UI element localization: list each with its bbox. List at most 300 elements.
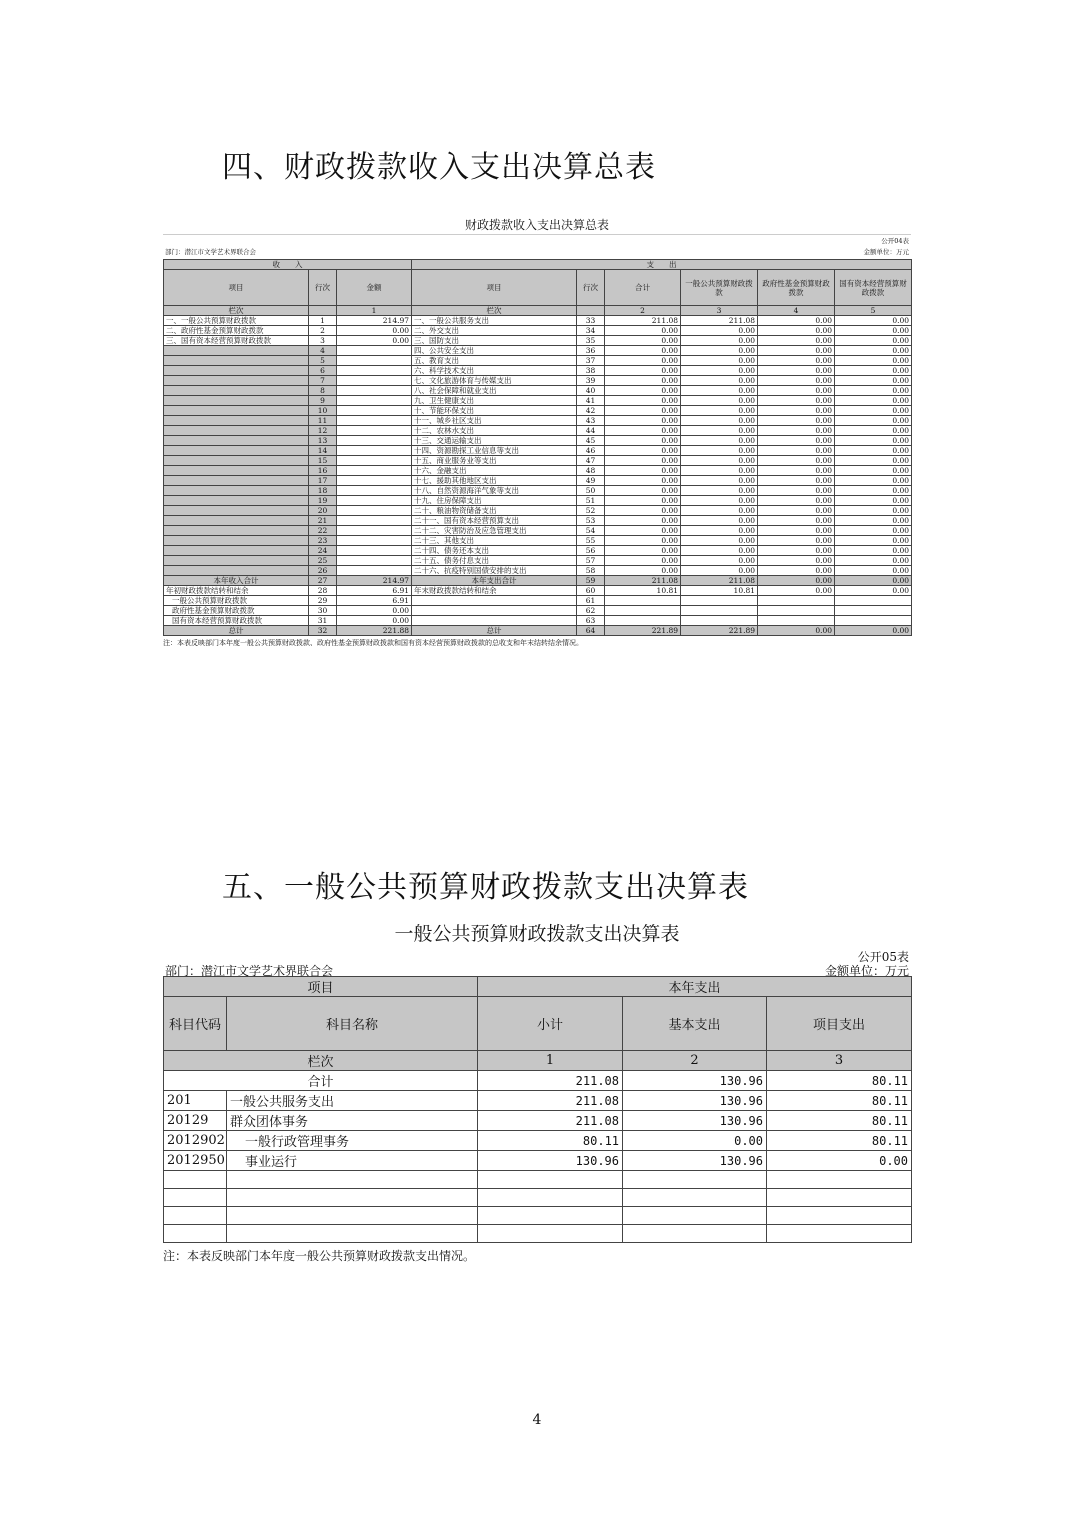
out-total: 0.00 xyxy=(605,466,681,476)
out-general: 0.00 xyxy=(681,406,758,416)
out-total xyxy=(605,596,681,606)
table4-row xyxy=(164,406,912,416)
subject-code: 2012950 xyxy=(164,1151,227,1171)
in-line: 11 xyxy=(309,416,337,426)
index-5: 5 xyxy=(835,306,912,316)
in-item xyxy=(164,476,309,486)
out-line: 53 xyxy=(577,516,605,526)
out-line: 36 xyxy=(577,346,605,356)
out-line: 45 xyxy=(577,436,605,446)
out-state: 0.00 xyxy=(835,406,912,416)
in-amount: 214.97 xyxy=(337,316,412,326)
in-item-header: 项目 xyxy=(164,270,309,306)
subtotal: 130.96 xyxy=(478,1151,623,1171)
project-expense xyxy=(767,1189,912,1207)
total-label: 合计 xyxy=(164,1071,478,1091)
out-general: 211.08 xyxy=(681,316,758,326)
in-line: 32 xyxy=(309,626,337,636)
out-item: 十七、援助其他地区支出 xyxy=(412,476,577,486)
in-amount xyxy=(337,386,412,396)
out-general: 10.81 xyxy=(681,586,758,596)
out-fund xyxy=(758,606,835,616)
table4-row xyxy=(164,336,912,346)
section-4-heading: 四、财政拨款收入支出决算总表 xyxy=(222,150,656,185)
subject-code: 201 xyxy=(164,1091,227,1111)
out-fund: 0.00 xyxy=(758,316,835,326)
in-line: 27 xyxy=(309,576,337,586)
subject-code xyxy=(164,1207,227,1225)
out-general-header: 一般公共预算财政拨款 xyxy=(681,270,758,306)
proj-header: 项目支出 xyxy=(767,997,912,1051)
table5-row xyxy=(164,1207,912,1225)
out-item: 六、科学技术支出 xyxy=(412,366,577,376)
in-amount: 6.91 xyxy=(337,596,412,606)
out-general: 0.00 xyxy=(681,556,758,566)
out-item: 十一、城乡社区支出 xyxy=(412,416,577,426)
subtotal xyxy=(478,1171,623,1189)
table5-note: 注：本表反映部门本年度一般公共预算财政拨款支出情况。 xyxy=(163,1249,476,1263)
out-fund: 0.00 xyxy=(758,356,835,366)
out-line: 50 xyxy=(577,486,605,496)
in-line: 12 xyxy=(309,426,337,436)
fiscal-appropriation-summary-table xyxy=(163,216,911,648)
out-line: 39 xyxy=(577,376,605,386)
total-basic: 130.96 xyxy=(623,1071,767,1091)
out-fund: 0.00 xyxy=(758,476,835,486)
table5-row xyxy=(164,1171,912,1189)
out-item: 一、一般公共服务支出 xyxy=(412,316,577,326)
out-line: 62 xyxy=(577,606,605,616)
in-item: 本年收入合计 xyxy=(164,576,309,586)
in-amount xyxy=(337,356,412,366)
out-state: 0.00 xyxy=(835,366,912,376)
subject-name xyxy=(227,1189,478,1207)
in-line: 9 xyxy=(309,396,337,406)
in-item xyxy=(164,536,309,546)
subtotal: 211.08 xyxy=(478,1111,623,1131)
out-general: 211.08 xyxy=(681,576,758,586)
out-total xyxy=(605,606,681,616)
in-amount xyxy=(337,476,412,486)
out-general: 0.00 xyxy=(681,526,758,536)
out-general xyxy=(681,596,758,606)
out-total: 0.00 xyxy=(605,536,681,546)
table4-row xyxy=(164,476,912,486)
out-fund: 0.00 xyxy=(758,626,835,636)
subtotal xyxy=(478,1225,623,1243)
out-general: 0.00 xyxy=(681,486,758,496)
table4-note: 注：本表反映部门本年度一般公共预算财政拨款、政府性基金预算财政拨款和国有资本经营预算财政拨款的总收支和年末结转结余情况。 xyxy=(163,639,583,647)
in-item xyxy=(164,546,309,556)
out-general: 0.00 xyxy=(681,466,758,476)
out-fund: 0.00 xyxy=(758,556,835,566)
out-fund: 0.00 xyxy=(758,386,835,396)
index-label: 栏次 xyxy=(164,1051,478,1071)
out-item: 十九、住房保障支出 xyxy=(412,496,577,506)
out-item: 八、社会保障和就业支出 xyxy=(412,386,577,396)
out-total: 0.00 xyxy=(605,396,681,406)
in-amount xyxy=(337,396,412,406)
index-4: 4 xyxy=(758,306,835,316)
out-state: 0.00 xyxy=(835,356,912,366)
out-state: 0.00 xyxy=(835,546,912,556)
basic-expense: 130.96 xyxy=(623,1151,767,1171)
in-item xyxy=(164,376,309,386)
basic-header: 基本支出 xyxy=(623,997,767,1051)
out-line: 64 xyxy=(577,626,605,636)
in-line: 1 xyxy=(309,316,337,326)
out-general: 0.00 xyxy=(681,416,758,426)
subtotal xyxy=(478,1207,623,1225)
table4-title: 财政拨款收入支出决算总表 xyxy=(163,216,911,235)
in-item xyxy=(164,506,309,516)
in-line: 7 xyxy=(309,376,337,386)
out-state: 0.00 xyxy=(835,456,912,466)
in-amount: 6.91 xyxy=(337,586,412,596)
out-item: 十五、商业服务业等支出 xyxy=(412,456,577,466)
total-subtotal: 211.08 xyxy=(478,1071,623,1091)
out-state: 0.00 xyxy=(835,336,912,346)
in-line: 20 xyxy=(309,506,337,516)
out-fund-header: 政府性基金预算财政拨款 xyxy=(758,270,835,306)
basic-expense xyxy=(623,1225,767,1243)
table4-form-no: 公开04表 xyxy=(881,237,909,245)
out-fund: 0.00 xyxy=(758,376,835,386)
out-line: 54 xyxy=(577,526,605,536)
in-item xyxy=(164,436,309,446)
subject-name: 一般行政管理事务 xyxy=(227,1131,478,1151)
table5-unit: 金额单位：万元 xyxy=(824,964,909,978)
out-line: 37 xyxy=(577,356,605,366)
out-item: 二十、粮油物资储备支出 xyxy=(412,506,577,516)
year-expense-header: 本年支出 xyxy=(478,977,912,997)
table4-row xyxy=(164,546,912,556)
out-item: 十四、资源勘探工业信息等支出 xyxy=(412,446,577,456)
out-total: 0.00 xyxy=(605,446,681,456)
out-line: 60 xyxy=(577,586,605,596)
out-state: 0.00 xyxy=(835,326,912,336)
out-fund: 0.00 xyxy=(758,366,835,376)
project-expense: 80.11 xyxy=(767,1131,912,1151)
subject-name: 群众团体事务 xyxy=(227,1111,478,1131)
out-fund: 0.00 xyxy=(758,456,835,466)
in-line: 29 xyxy=(309,596,337,606)
out-general: 0.00 xyxy=(681,386,758,396)
out-fund: 0.00 xyxy=(758,396,835,406)
out-general xyxy=(681,606,758,616)
out-state: 0.00 xyxy=(835,416,912,426)
project-expense: 0.00 xyxy=(767,1151,912,1171)
in-amount-header: 金额 xyxy=(337,270,412,306)
out-general xyxy=(681,616,758,626)
table4-dept: 部门：潜江市文学艺术界联合会 xyxy=(165,248,256,256)
out-state: 0.00 xyxy=(835,506,912,516)
name-header: 科目名称 xyxy=(227,997,478,1051)
table4-row xyxy=(164,486,912,496)
expense-header: 支 出 xyxy=(412,260,912,270)
in-item xyxy=(164,466,309,476)
out-item-header: 项目 xyxy=(412,270,577,306)
subtotal xyxy=(478,1189,623,1207)
in-amount: 214.97 xyxy=(337,576,412,586)
in-line: 5 xyxy=(309,356,337,366)
subtotal-header: 小计 xyxy=(478,997,623,1051)
out-general: 0.00 xyxy=(681,546,758,556)
in-item xyxy=(164,556,309,566)
code-header: 科目代码 xyxy=(164,997,227,1051)
table4-row xyxy=(164,466,912,476)
out-line: 58 xyxy=(577,566,605,576)
subject-name xyxy=(227,1207,478,1225)
out-item: 三、国防支出 xyxy=(412,336,577,346)
in-amount xyxy=(337,536,412,546)
out-total: 211.08 xyxy=(605,576,681,586)
out-total: 0.00 xyxy=(605,496,681,506)
table4-row xyxy=(164,506,912,516)
in-amount xyxy=(337,426,412,436)
out-item: 二十四、债务还本支出 xyxy=(412,546,577,556)
in-line: 17 xyxy=(309,476,337,486)
table4-row xyxy=(164,426,912,436)
in-amount xyxy=(337,376,412,386)
out-total: 10.81 xyxy=(605,586,681,596)
out-state: 0.00 xyxy=(835,436,912,446)
index-3: 3 xyxy=(681,306,758,316)
table4-row xyxy=(164,316,912,326)
out-general: 0.00 xyxy=(681,356,758,366)
section-5-heading: 五、一般公共预算财政拨款支出决算表 xyxy=(222,870,749,905)
out-item: 十三、交通运输支出 xyxy=(412,436,577,446)
out-state: 0.00 xyxy=(835,486,912,496)
in-line: 8 xyxy=(309,386,337,396)
out-line: 42 xyxy=(577,406,605,416)
basic-expense xyxy=(623,1207,767,1225)
in-amount xyxy=(337,466,412,476)
table5-row xyxy=(164,1111,912,1131)
out-state: 0.00 xyxy=(835,496,912,506)
basic-expense: 0.00 xyxy=(623,1131,767,1151)
out-fund xyxy=(758,616,835,626)
out-fund: 0.00 xyxy=(758,466,835,476)
in-item: 政府性基金预算财政拨款 xyxy=(164,606,309,616)
table4-row xyxy=(164,526,912,536)
out-fund: 0.00 xyxy=(758,496,835,506)
out-line: 49 xyxy=(577,476,605,486)
out-fund: 0.00 xyxy=(758,546,835,556)
total-project: 80.11 xyxy=(767,1071,912,1091)
in-item xyxy=(164,566,309,576)
basic-expense: 130.96 xyxy=(623,1111,767,1131)
out-general: 0.00 xyxy=(681,366,758,376)
in-item xyxy=(164,396,309,406)
out-item: 本年支出合计 xyxy=(412,576,577,586)
out-state: 0.00 xyxy=(835,466,912,476)
table4-row xyxy=(164,516,912,526)
in-item: 年初财政拨款结转和结余 xyxy=(164,586,309,596)
out-general: 0.00 xyxy=(681,536,758,546)
out-state-header: 国有资本经营预算财政拨款 xyxy=(835,270,912,306)
out-item: 十六、金融支出 xyxy=(412,466,577,476)
out-total: 0.00 xyxy=(605,516,681,526)
out-general: 0.00 xyxy=(681,476,758,486)
index-2: 2 xyxy=(623,1051,767,1071)
out-item: 二、外交支出 xyxy=(412,326,577,336)
out-item: 二十六、抗疫特别国债安排的支出 xyxy=(412,566,577,576)
in-item xyxy=(164,366,309,376)
table4-row xyxy=(164,596,912,606)
in-amount xyxy=(337,456,412,466)
out-item: 总计 xyxy=(412,626,577,636)
table4-row xyxy=(164,376,912,386)
index-2: 2 xyxy=(605,306,681,316)
out-total-header: 合计 xyxy=(605,270,681,306)
in-item xyxy=(164,356,309,366)
out-state: 0.00 xyxy=(835,526,912,536)
out-fund: 0.00 xyxy=(758,486,835,496)
out-general: 221.89 xyxy=(681,626,758,636)
in-item xyxy=(164,486,309,496)
out-line: 35 xyxy=(577,336,605,346)
out-general: 0.00 xyxy=(681,376,758,386)
out-general: 0.00 xyxy=(681,496,758,506)
out-fund: 0.00 xyxy=(758,516,835,526)
in-line: 4 xyxy=(309,346,337,356)
out-item xyxy=(412,606,577,616)
table4-row xyxy=(164,626,912,636)
project-expense xyxy=(767,1207,912,1225)
in-item xyxy=(164,456,309,466)
out-general: 0.00 xyxy=(681,566,758,576)
page-number: 4 xyxy=(532,1412,542,1428)
in-line: 30 xyxy=(309,606,337,616)
table4-unit: 金额单位：万元 xyxy=(863,248,909,256)
out-state: 0.00 xyxy=(835,536,912,546)
out-general: 0.00 xyxy=(681,426,758,436)
out-fund: 0.00 xyxy=(758,566,835,576)
out-fund: 0.00 xyxy=(758,406,835,416)
in-amount xyxy=(337,556,412,566)
in-item xyxy=(164,416,309,426)
basic-expense xyxy=(623,1171,767,1189)
out-line: 47 xyxy=(577,456,605,466)
table4-row xyxy=(164,416,912,426)
in-line: 28 xyxy=(309,586,337,596)
out-fund: 0.00 xyxy=(758,346,835,356)
out-fund: 0.00 xyxy=(758,326,835,336)
in-amount xyxy=(337,366,412,376)
in-item xyxy=(164,386,309,396)
out-general: 0.00 xyxy=(681,326,758,336)
in-item xyxy=(164,406,309,416)
out-line: 63 xyxy=(577,616,605,626)
out-item: 十八、自然资源海洋气象等支出 xyxy=(412,486,577,496)
in-amount: 0.00 xyxy=(337,336,412,346)
out-item xyxy=(412,616,577,626)
table5-dept: 部门：潜江市文学艺术界联合会 xyxy=(165,964,334,978)
out-fund: 0.00 xyxy=(758,436,835,446)
out-total: 0.00 xyxy=(605,556,681,566)
out-line: 34 xyxy=(577,326,605,336)
in-line: 23 xyxy=(309,536,337,546)
out-item: 二十五、债务付息支出 xyxy=(412,556,577,566)
subject-code xyxy=(164,1225,227,1243)
in-line: 15 xyxy=(309,456,337,466)
out-total: 0.00 xyxy=(605,476,681,486)
index-3: 3 xyxy=(767,1051,912,1071)
out-fund: 0.00 xyxy=(758,426,835,436)
table5-row xyxy=(164,1091,912,1111)
in-item xyxy=(164,496,309,506)
out-line: 38 xyxy=(577,366,605,376)
out-total: 0.00 xyxy=(605,456,681,466)
out-fund: 0.00 xyxy=(758,576,835,586)
out-general: 0.00 xyxy=(681,396,758,406)
in-amount xyxy=(337,446,412,456)
project-header: 项目 xyxy=(164,977,478,997)
table4-row xyxy=(164,536,912,546)
table4-row xyxy=(164,326,912,336)
in-line: 22 xyxy=(309,526,337,536)
out-fund: 0.00 xyxy=(758,536,835,546)
in-amount xyxy=(337,406,412,416)
index-1: 1 xyxy=(337,306,412,316)
out-fund: 0.00 xyxy=(758,416,835,426)
in-line: 18 xyxy=(309,486,337,496)
basic-expense: 130.96 xyxy=(623,1091,767,1111)
table4-row xyxy=(164,356,912,366)
in-item xyxy=(164,516,309,526)
in-amount xyxy=(337,436,412,446)
subject-name xyxy=(227,1225,478,1243)
in-amount: 221.88 xyxy=(337,626,412,636)
in-item: 国有资本经营预算财政拨款 xyxy=(164,616,309,626)
out-total: 0.00 xyxy=(605,336,681,346)
out-total: 0.00 xyxy=(605,356,681,366)
in-line: 3 xyxy=(309,336,337,346)
out-item: 二十三、其他支出 xyxy=(412,536,577,546)
table4-row xyxy=(164,436,912,446)
out-total: 0.00 xyxy=(605,376,681,386)
out-total: 0.00 xyxy=(605,426,681,436)
table4-row xyxy=(164,446,912,456)
out-line: 46 xyxy=(577,446,605,456)
out-line: 52 xyxy=(577,506,605,516)
out-line: 43 xyxy=(577,416,605,426)
table5-row xyxy=(164,1189,912,1207)
out-total: 0.00 xyxy=(605,346,681,356)
out-fund: 0.00 xyxy=(758,336,835,346)
out-total: 211.08 xyxy=(605,316,681,326)
table4-row xyxy=(164,556,912,566)
table5-row xyxy=(164,1225,912,1243)
subtotal: 211.08 xyxy=(478,1091,623,1111)
subject-code: 20129 xyxy=(164,1111,227,1131)
out-total: 0.00 xyxy=(605,526,681,536)
out-state: 0.00 xyxy=(835,576,912,586)
index-label-income: 栏次 xyxy=(164,306,309,316)
out-item xyxy=(412,596,577,606)
table5-row xyxy=(164,1131,912,1151)
in-line: 25 xyxy=(309,556,337,566)
in-amount xyxy=(337,566,412,576)
in-amount xyxy=(337,496,412,506)
out-state: 0.00 xyxy=(835,556,912,566)
table4-row xyxy=(164,576,912,586)
table4-row xyxy=(164,606,912,616)
subject-code xyxy=(164,1189,227,1207)
subject-code xyxy=(164,1171,227,1189)
in-item xyxy=(164,426,309,436)
